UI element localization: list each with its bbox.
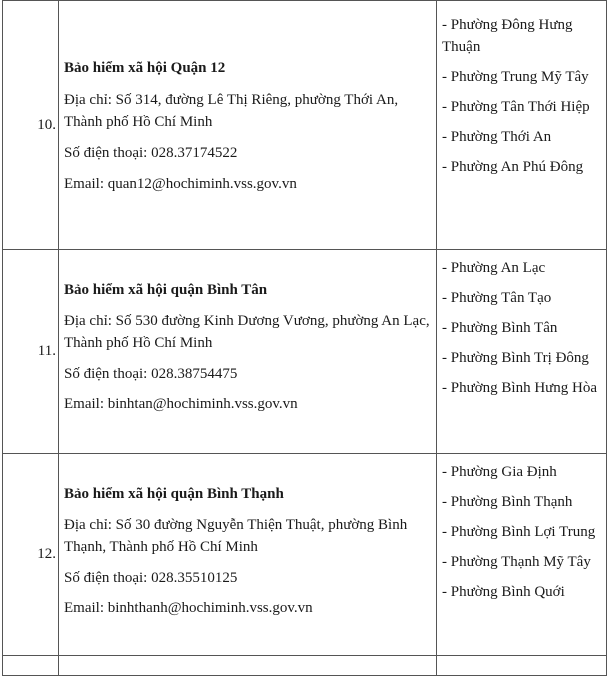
office-title: Bảo hiểm xã hội Quận 12 <box>64 60 226 76</box>
office-phone: Số điện thoại: 028.37174522 <box>64 145 238 161</box>
ward-item: - Phường Thới An <box>442 129 552 145</box>
office-phone: Số điện thoại: 028.35510125 <box>64 570 238 586</box>
ward-item: - Phường Tân Tạo <box>442 290 552 306</box>
row-number: 10. <box>37 116 56 133</box>
office-title: Bảo hiểm xã hội quận Bình Tân <box>64 282 268 298</box>
office-info-cell <box>59 1 437 250</box>
ward-item: - Phường Thạnh Mỹ Tây <box>442 554 591 570</box>
row-number-cell <box>3 1 59 250</box>
wards-cell <box>437 250 607 454</box>
ward-item: - Phường Bình Quới <box>442 584 565 600</box>
offices-table <box>2 0 607 676</box>
row-number-cell <box>3 250 59 454</box>
ward-item: - Phường Trung Mỹ Tây <box>442 69 589 85</box>
row-number: 12. <box>37 546 56 562</box>
wards-cell <box>437 656 607 676</box>
table-row-partial <box>3 656 607 676</box>
ward-item: - Phường An Phú Đông <box>442 159 584 175</box>
table-row <box>3 1 607 250</box>
ward-item: - Phường Tân Thới Hiệp <box>442 99 590 115</box>
wards-cell <box>437 454 607 656</box>
office-title: Bảo hiểm xã hội quận Bình Thạnh <box>64 486 284 502</box>
office-address: Địa chỉ: Số 530 đường Kinh Dương Vương, phường An Lạc, Thành phố Hồ Chí Minh <box>64 313 430 351</box>
office-info-cell <box>59 454 437 656</box>
office-phone: Số điện thoại: 028.38754475 <box>64 366 238 382</box>
row-number-cell <box>3 656 59 676</box>
ward-item: - Phường Bình Hưng Hòa <box>442 380 598 396</box>
office-info-cell <box>59 250 437 454</box>
office-email: Email: binhtan@hochiminh.vss.gov.vn <box>64 396 298 412</box>
ward-item: - Phường Bình Thạnh <box>442 494 573 510</box>
ward-item: - Phường Bình Lợi Trung <box>442 524 596 540</box>
office-email: Email: binhthanh@hochiminh.vss.gov.vn <box>64 600 313 616</box>
ward-item: - Phường Bình Tân <box>442 320 558 336</box>
office-address: Địa chỉ: Số 30 đường Nguyễn Thiện Thuật, phường Bình Thạnh, Thành phố Hồ Chí Minh <box>64 517 408 555</box>
row-number: 11. <box>37 343 56 359</box>
office-email: Email: quan12@hochiminh.vss.gov.vn <box>64 176 297 192</box>
ward-item: - Phường An Lạc <box>442 260 546 276</box>
office-address: Địa chỉ: Số 314, đường Lê Thị Riêng, phường Thới An, Thành phố Hồ Chí Minh <box>64 92 399 130</box>
table-row <box>3 250 607 454</box>
office-info-cell <box>59 656 437 676</box>
ward-item: - Phường Đông Hưng Thuận <box>442 17 573 55</box>
ward-item: - Phường Bình Trị Đông <box>442 350 589 366</box>
wards-cell <box>437 1 607 250</box>
table-row <box>3 454 607 656</box>
row-number-cell <box>3 454 59 656</box>
ward-item: - Phường Gia Định <box>442 464 557 480</box>
